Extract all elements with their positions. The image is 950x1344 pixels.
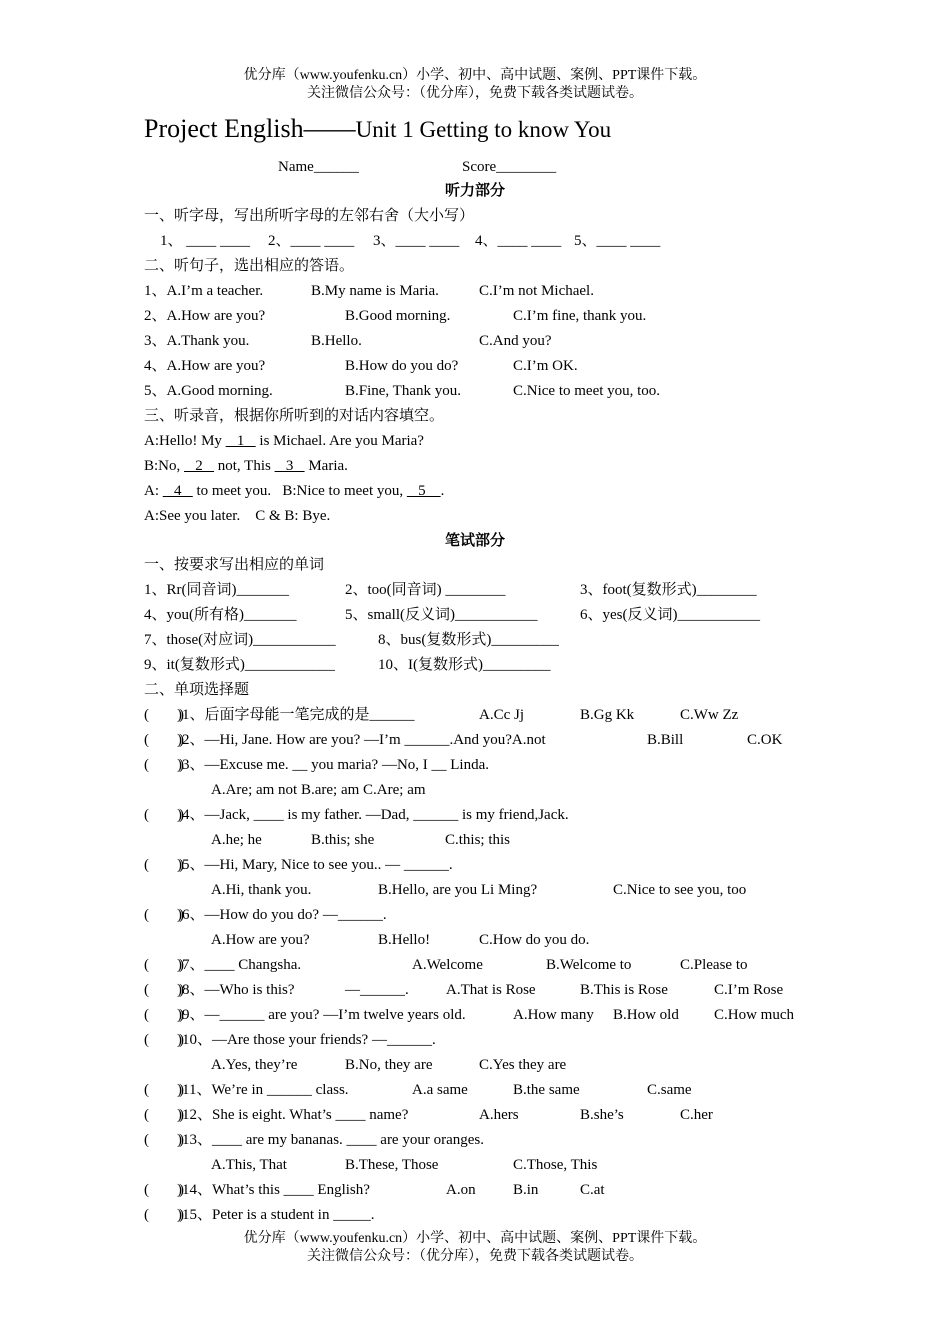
listening-q4-option-c: C.I’m OK.: [513, 358, 578, 374]
choice-q11-option-b: B.the same: [513, 1082, 580, 1098]
listening-q2-option-b: B.Good morning.: [345, 308, 451, 324]
word-item-3: 3、foot(复数形式)________: [580, 582, 757, 598]
answer-paren: ( ): [144, 982, 184, 998]
choice-q3-options: A.Are; am not B.are; am C.Are; am: [211, 782, 426, 798]
choice-q1-option-a: A.Cc Jj: [479, 707, 524, 723]
word-item-5: 5、small(反义词)___________: [345, 607, 538, 623]
choice-q10-option-b: B.No, they are: [345, 1057, 433, 1073]
dialogue-line-3: A: 4 to meet you. B:Nice to meet you, 5 .: [144, 483, 445, 499]
header-watermark-line1: 优分库（www.youfenku.cn）小学、初中、高中试题、案例、PPT课件下载。: [243, 68, 707, 83]
choice-q15-stem: )15、Peter is a student in _____.: [177, 1207, 375, 1223]
choice-q13-option-b: B.These, Those: [345, 1157, 439, 1173]
choice-q1-option-b: B.Gg Kk: [580, 707, 635, 723]
word-item-4: 4、you(所有格)_______: [144, 607, 297, 623]
dialogue-line-1: A:Hello! My 1 is Michael. Are you Maria?: [144, 433, 424, 449]
choice-q12-option-b: B.she’s: [580, 1107, 624, 1123]
answer-paren: ( ): [144, 957, 184, 973]
answer-paren: ( ): [144, 1107, 184, 1123]
listening-q5-option-a: 5、A.Good morning.: [144, 383, 273, 399]
choice-q8-stem: )8、—Who is this?: [177, 982, 295, 998]
listening-q2-option-c: C.I’m fine, thank you.: [513, 308, 647, 324]
answer-paren: ( ): [144, 857, 184, 873]
choice-q9-option-b: B.How old: [613, 1007, 679, 1023]
choice-q14-option-a: A.on: [446, 1182, 476, 1198]
choice-q14-option-c: C.at: [580, 1182, 605, 1198]
choice-q6-option-a: A.How are you?: [211, 932, 310, 948]
answer-paren: ( ): [144, 707, 184, 723]
title-main: Project English——: [144, 114, 356, 143]
answer-paren: ( ): [144, 1207, 184, 1223]
choice-q2-option-b: B.Bill: [647, 732, 684, 748]
choice-q1-option-c: C.Ww Zz: [680, 707, 739, 723]
choice-q5-option-a: A.Hi, thank you.: [211, 882, 312, 898]
choice-q10-option-a: A.Yes, they’re: [211, 1057, 298, 1073]
listening-q3-option-a: 3、A.Thank you.: [144, 333, 250, 349]
title-sub: Unit 1 Getting to know You: [355, 117, 612, 142]
choice-q5-option-b: B.Hello, are you Li Ming?: [378, 882, 538, 898]
listening-part2-instruction: 二、听句子，选出相应的答语。: [144, 258, 355, 274]
choice-q7-option-a: A.Welcome: [412, 957, 483, 973]
choice-q11-option-a: A.a same: [412, 1082, 468, 1098]
choice-q12-stem: )12、She is eight. What’s ____ name?: [177, 1107, 409, 1123]
choice-q14-stem: )14、What’s this ____ English?: [177, 1182, 370, 1198]
word-item-8: 8、bus(复数形式)_________: [378, 632, 559, 648]
dialogue-blank-4: 4: [162, 483, 193, 499]
choice-q6-option-b: B.Hello!: [378, 932, 431, 948]
choice-q4-option-c: C.this; this: [445, 832, 511, 848]
choice-q9-option-a: A.How many: [513, 1007, 594, 1023]
choice-q11-option-c: C.same: [647, 1082, 692, 1098]
choice-q8-option-c: C.I’m Rose: [714, 982, 784, 998]
letter-blank-4: 4、____ ____: [475, 233, 562, 249]
choice-q7-option-c: C.Please to: [680, 957, 748, 973]
choice-q8-option-b: B.This is Rose: [580, 982, 668, 998]
listening-q3-option-c: C.And you?: [479, 333, 552, 349]
choice-q14-option-b: B.in: [513, 1182, 539, 1198]
listening-part1-instruction: 一、听字母，写出所听字母的左邻右舍（大小写）: [144, 208, 475, 224]
choice-q13-stem: )13、____ are my bananas. ____ are your oranges.: [177, 1132, 484, 1148]
dialogue-blank-1: 1: [225, 433, 256, 449]
letter-blank-1: 1、 ____ ____: [160, 233, 251, 249]
choice-q10-option-c: C.Yes they are: [479, 1057, 567, 1073]
answer-paren: ( ): [144, 807, 184, 823]
choice-q6-option-c: C.How do you do.: [479, 932, 590, 948]
score-field: Score________: [462, 159, 557, 175]
dialogue-line-4: A:See you later. C & B: Bye.: [144, 508, 331, 524]
choice-q7-stem: )7、____ Changsha.: [177, 957, 302, 973]
word-item-6: 6、yes(反义词)___________: [580, 607, 760, 623]
answer-paren: ( ): [144, 1132, 184, 1148]
choice-q5-stem: )5、—Hi, Mary, Nice to see you.. — ______.: [177, 857, 453, 873]
choice-q4-stem: )4、—Jack, ____ is my father. —Dad, ______ is my friend,Jack.: [177, 807, 569, 823]
choice-q5-option-c: C.Nice to see you, too: [613, 882, 747, 898]
writing-part1-instruction: 一、按要求写出相应的单词: [144, 557, 325, 573]
listening-q1-option-a: 1、A.I’m a teacher.: [144, 283, 264, 299]
choice-q12-option-c: C.her: [680, 1107, 713, 1123]
choice-q12-option-a: A.hers: [479, 1107, 519, 1123]
answer-paren: ( ): [144, 907, 184, 923]
letter-blank-2: 2、____ ____: [268, 233, 355, 249]
choice-q13-option-c: C.Those, This: [513, 1157, 598, 1173]
header-watermark-line2: 关注微信公众号：（优分库），免费下载各类试题试卷。: [307, 86, 643, 101]
footer-watermark-line2: 关注微信公众号：（优分库），免费下载各类试题试卷。: [307, 1249, 643, 1264]
writing-heading: 笔试部分: [444, 533, 505, 549]
listening-heading: 听力部分: [444, 183, 505, 199]
choice-q6-stem: )6、—How do you do? —______.: [177, 907, 387, 923]
name-field: Name______: [278, 159, 359, 175]
listening-q1-option-c: C.I’m not Michael.: [479, 283, 594, 299]
choice-q10-stem: )10、—Are those your friends? —______.: [177, 1032, 436, 1048]
answer-paren: ( ): [144, 1082, 184, 1098]
answer-paren: ( ): [144, 1007, 184, 1023]
listening-q2-option-a: 2、A.How are you?: [144, 308, 266, 324]
choice-q2-stem: )2、—Hi, Jane. How are you? —I’m ______.And you?A.not: [177, 732, 546, 748]
choice-q3-stem: )3、—Excuse me. __ you maria? —No, I __ Linda.: [177, 757, 490, 773]
writing-part2-instruction: 二、单项选择题: [144, 682, 250, 698]
listening-q1-option-b: B.My name is Maria.: [311, 283, 439, 299]
letter-blank-3: 3、____ ____: [373, 233, 460, 249]
choice-q11-stem: )11、We’re in ______ class.: [177, 1082, 349, 1098]
word-item-9: 9、it(复数形式)____________: [144, 657, 335, 673]
answer-paren: ( ): [144, 1032, 184, 1048]
dialogue-blank-2: 2: [184, 458, 215, 474]
choice-q4-option-b: B.this; she: [311, 832, 375, 848]
choice-q4-option-a: A.he; he: [211, 832, 262, 848]
word-item-10: 10、I(复数形式)_________: [378, 657, 551, 673]
listening-q5-option-b: B.Fine, Thank you.: [345, 383, 461, 399]
choice-q8-option-a: A.That is Rose: [446, 982, 536, 998]
listening-part3-instruction: 三、听录音，根据你所听到的对话内容填空。: [144, 408, 445, 424]
choice-q8-answer-blank: —______.: [345, 982, 409, 998]
answer-paren: ( ): [144, 757, 184, 773]
choice-q1-stem: )1、后面字母能一笔完成的是______: [177, 707, 415, 723]
word-item-2: 2、too(同音词) ________: [345, 582, 506, 598]
answer-paren: ( ): [144, 732, 184, 748]
choice-q7-option-b: B.Welcome to: [546, 957, 632, 973]
answer-paren: ( ): [144, 1182, 184, 1198]
listening-q4-option-a: 4、A.How are you?: [144, 358, 266, 374]
word-item-7: 7、those(对应词)___________: [144, 632, 336, 648]
dialogue-line-2: B:No, 2 not, This 3 Maria.: [144, 458, 348, 474]
dialogue-blank-5: 5: [406, 483, 441, 499]
listening-q3-option-b: B.Hello.: [311, 333, 362, 349]
footer-watermark-line1: 优分库（www.youfenku.cn）小学、初中、高中试题、案例、PPT课件下载。: [243, 1231, 707, 1246]
choice-q13-option-a: A.This, That: [211, 1157, 287, 1173]
listening-q4-option-b: B.How do you do?: [345, 358, 459, 374]
choice-q2-option-c: C.OK: [747, 732, 783, 748]
word-item-1: 1、Rr(同音词)_______: [144, 582, 289, 598]
dialogue-blank-3: 3: [274, 458, 305, 474]
choice-q9-option-c: C.How much: [714, 1007, 794, 1023]
letter-blank-5: 5、____ ____: [574, 233, 661, 249]
choice-q9-stem: )9、—______ are you? —I’m twelve years old.: [177, 1007, 466, 1023]
page-title: [144, 114, 611, 144]
listening-q5-option-c: C.Nice to meet you, too.: [513, 383, 661, 399]
